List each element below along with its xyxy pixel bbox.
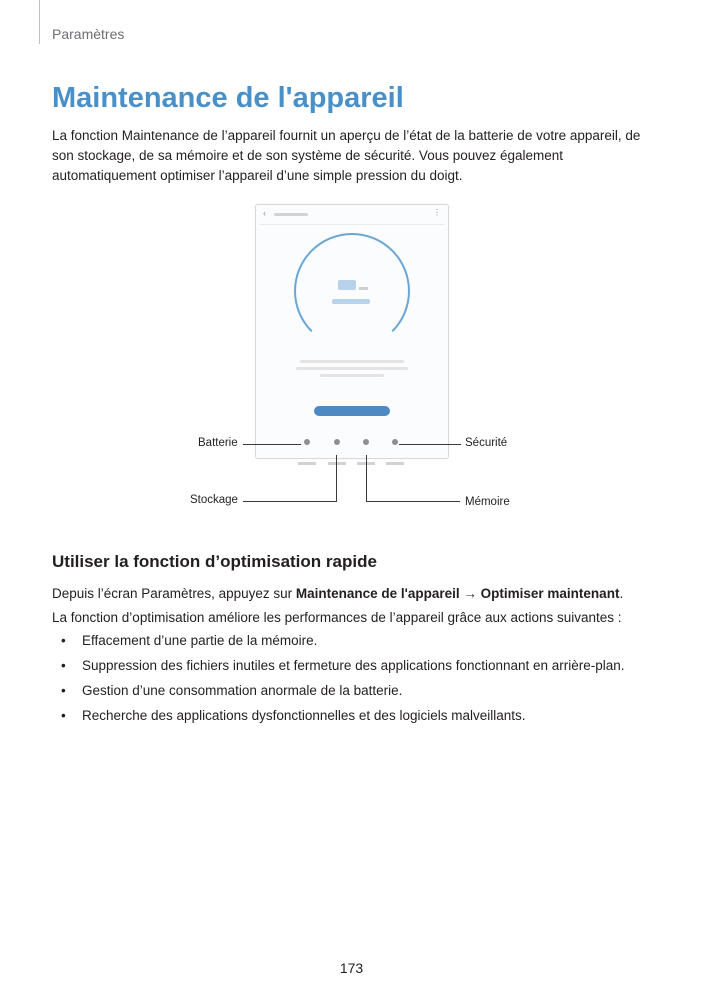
instruction-suffix: . xyxy=(619,586,624,601)
page-number: 173 xyxy=(339,960,364,976)
section-heading: Utiliser la fonction d’optimisation rapide xyxy=(52,552,377,571)
menu-optimize-now: Optimiser maintenant xyxy=(480,586,620,601)
message-line xyxy=(296,367,408,370)
device-screenshot xyxy=(255,204,449,459)
callout-battery: Batterie xyxy=(198,437,238,449)
list-item xyxy=(52,707,625,732)
memory-icon xyxy=(363,439,369,445)
memory-callout-line xyxy=(366,501,460,502)
storage-label-placeholder xyxy=(328,462,346,465)
optimize-now-button xyxy=(314,406,390,416)
section-title: Paramètres xyxy=(52,26,125,42)
callout-storage: Stockage xyxy=(190,494,238,506)
header-rule xyxy=(39,0,40,44)
list-item-text: Suppression des fichiers inutiles et fermeture des applications fonctionnant en arrière-plan. xyxy=(82,658,625,673)
security-label-placeholder xyxy=(386,462,404,465)
memory-callout-line-vertical xyxy=(366,455,367,502)
battery-callout-line xyxy=(243,444,301,445)
storage-callout-line xyxy=(243,501,337,502)
screen-divider xyxy=(260,224,444,225)
list-item xyxy=(52,657,625,682)
page-title: Maintenance de l'appareil xyxy=(52,82,404,114)
menu-maintenance: Maintenance de l'appareil xyxy=(295,586,460,601)
list-item-text: Gestion d’une consommation anormale de la batterie. xyxy=(82,683,403,698)
instruction-paragraph xyxy=(52,585,623,603)
battery-label-placeholder xyxy=(298,462,316,465)
message-line xyxy=(300,360,404,363)
arrow-icon: → xyxy=(459,586,481,601)
bullet-icon: • xyxy=(61,708,66,723)
score-gauge xyxy=(294,233,410,349)
bullet-icon: • xyxy=(61,658,66,673)
back-arrow-icon: ‹ xyxy=(263,208,266,218)
bullet-list xyxy=(52,632,625,732)
intro-paragraph: La fonction Maintenance de l’appareil fournit un aperçu de l’état de la batterie de votre appareil, de son stockage, de sa mémoire et de son système de sécurité. Vous pouvez également automatiquement optimiser l’appareil d’une simple pression du doigt. xyxy=(52,128,641,183)
security-callout-line xyxy=(399,444,461,445)
callout-memory: Mémoire xyxy=(465,496,510,508)
message-line xyxy=(320,374,384,377)
bullet-icon: • xyxy=(61,683,66,698)
storage-icon xyxy=(334,439,340,445)
battery-icon xyxy=(304,439,310,445)
more-options-icon: ⋮ xyxy=(433,208,441,217)
callout-security: Sécurité xyxy=(465,437,508,449)
score-unit-placeholder xyxy=(359,287,368,290)
status-text-placeholder xyxy=(332,299,370,304)
description-paragraph: La fonction d’optimisation améliore les performances de l’appareil grâce aux actions suivantes : xyxy=(52,610,622,625)
storage-callout-line-vertical xyxy=(336,455,337,502)
score-value-placeholder xyxy=(338,280,356,290)
bullet-icon: • xyxy=(61,633,66,648)
list-item-text: Recherche des applications dysfonctionnelles et des logiciels malveillants. xyxy=(82,708,526,723)
list-item xyxy=(52,632,625,657)
list-item xyxy=(52,682,625,707)
security-icon xyxy=(392,439,398,445)
instruction-prefix: Depuis l’écran Paramètres, appuyez sur xyxy=(52,586,296,601)
list-item-text: Effacement d’une partie de la mémoire. xyxy=(82,633,318,648)
screen-title-placeholder xyxy=(274,213,308,216)
